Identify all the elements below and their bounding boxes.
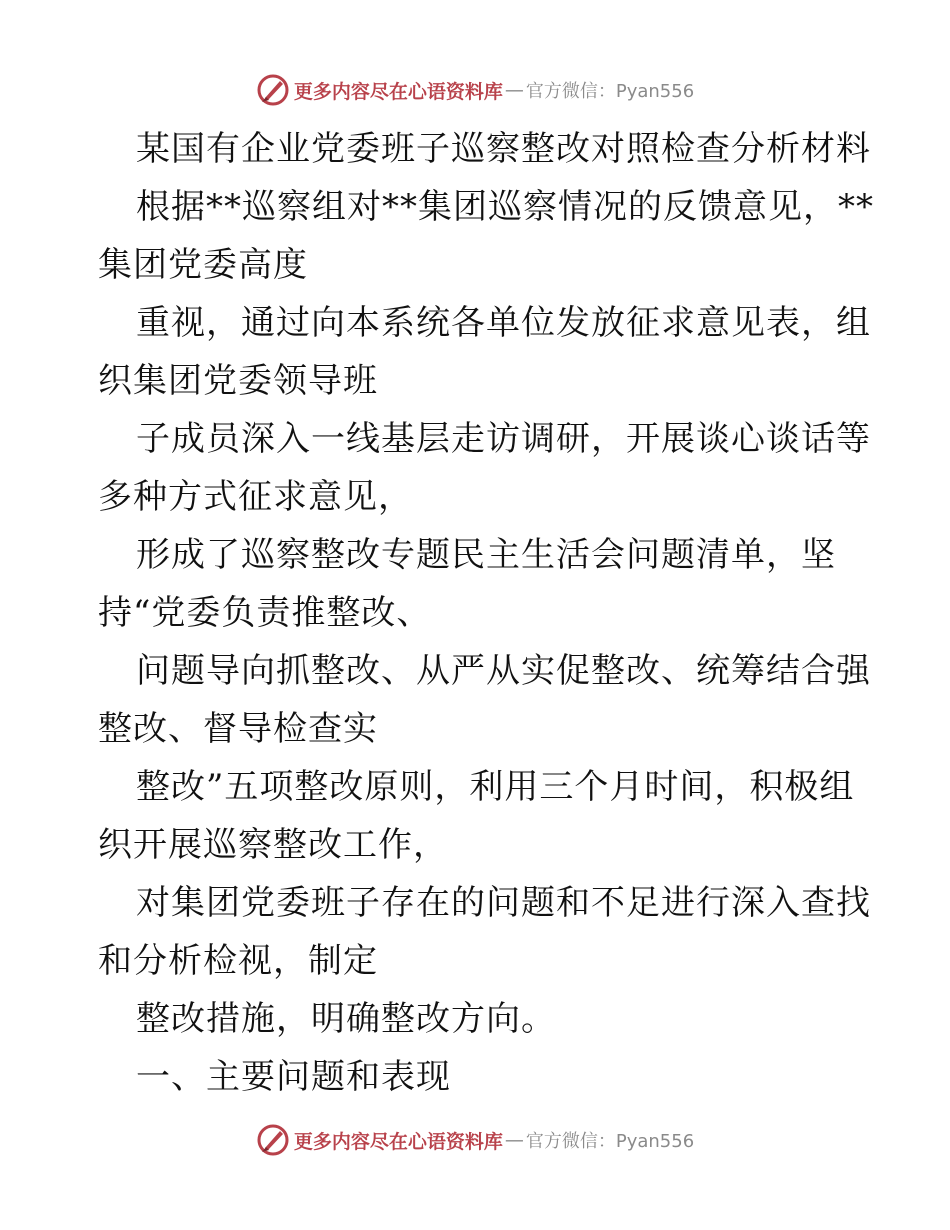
document-body	[98, 120, 874, 1106]
text-line: 多种方式征求意见，	[98, 477, 413, 517]
header-banner-text: 更多内容尽在心语资料库	[293, 80, 503, 103]
text-line: 集团党委高度	[98, 245, 308, 285]
text-line: 和分析检视，制定	[98, 941, 378, 981]
header-watermark-banner	[0, 70, 950, 110]
quill-logo-icon	[256, 1123, 290, 1157]
header-banner-wechat: 官方微信：Pyan556	[525, 81, 695, 102]
document-title: 某国有企业党委班子巡察整改对照检查分析材料	[136, 129, 871, 169]
footer-watermark-banner	[0, 1120, 950, 1160]
text-line: 织开展巡察整改工作，	[98, 825, 448, 865]
footer-banner-wechat: 官方微信：Pyan556	[525, 1131, 695, 1152]
footer-banner-text: 更多内容尽在心语资料库	[293, 1130, 503, 1153]
text-line: 根据**巡察组对**集团巡察情况的反馈意见，**	[136, 187, 874, 227]
text-line: 织集团党委领导班	[98, 361, 378, 401]
text-line: 重视，通过向本系统各单位发放征求意见表，组	[136, 303, 871, 343]
text-line: 整改”五项整改原则，利用三个月时间，积极组	[136, 767, 855, 807]
text-line: 对集团党委班子存在的问题和不足进行深入查找	[136, 883, 871, 923]
header-banner-dash: —	[504, 79, 524, 101]
text-line: 子成员深入一线基层走访调研，开展谈心谈话等	[136, 419, 871, 459]
text-line: 持“党委负责推整改、	[98, 593, 432, 633]
text-line: 问题导向抓整改、从严从实促整改、统筹结合强	[136, 651, 871, 691]
text-line: 形成了巡察整改专题民主生活会问题清单，坚	[136, 535, 836, 575]
text-line: 整改措施，明确整改方向。	[136, 999, 556, 1039]
quill-logo-icon	[256, 73, 290, 107]
text-line: 整改、督导检查实	[98, 709, 378, 749]
footer-banner-dash: —	[504, 1129, 524, 1151]
section-heading: 一、主要问题和表现	[136, 1057, 451, 1097]
